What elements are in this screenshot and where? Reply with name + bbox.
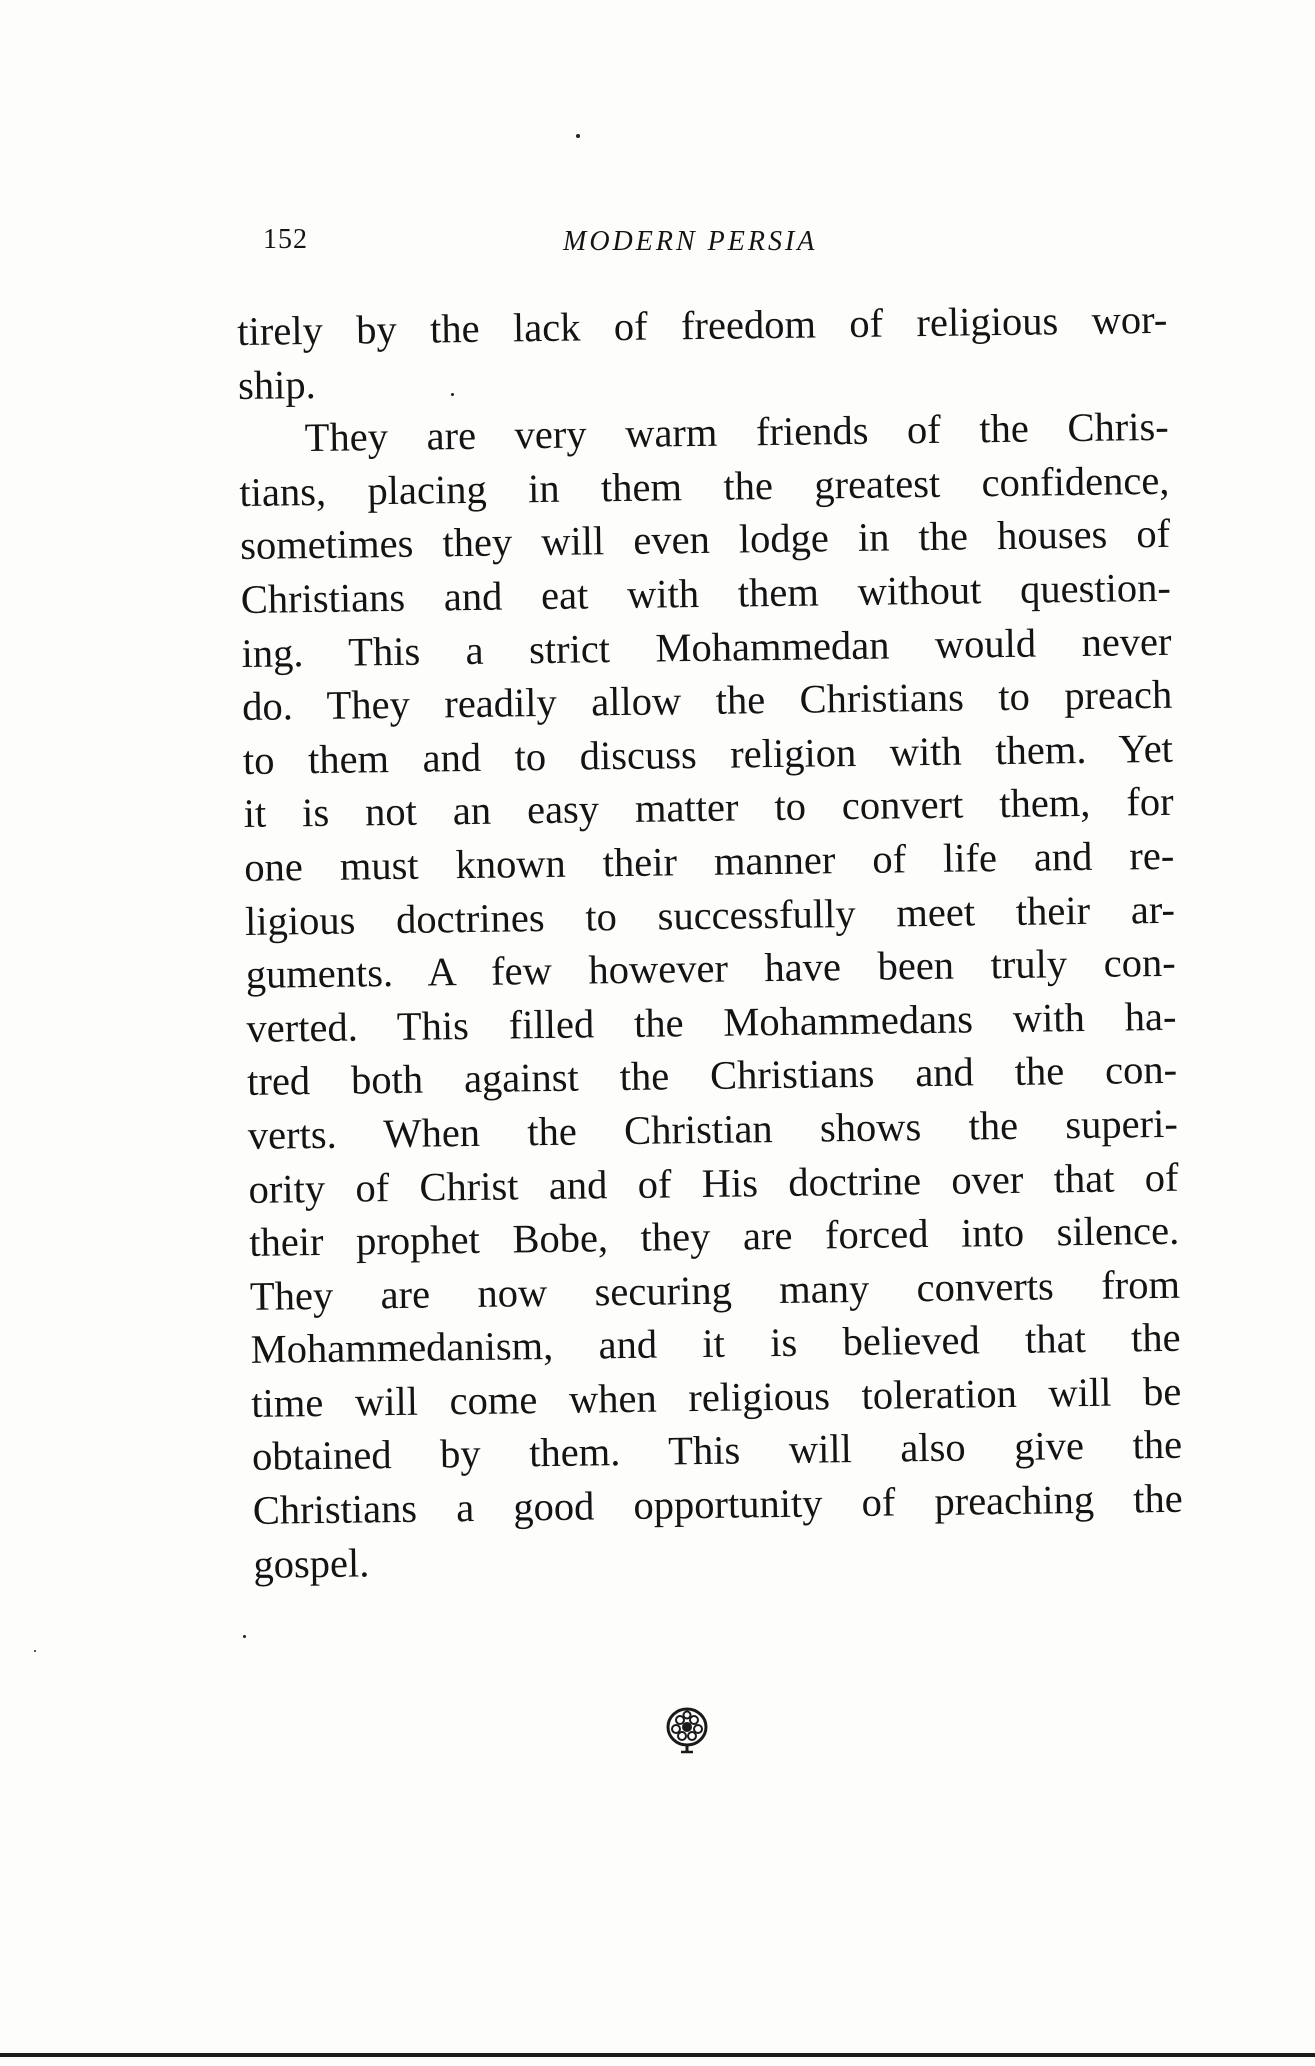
paper-speck	[243, 1635, 246, 1638]
text-line: ority of Christ and of His doctrine over that of	[248, 1154, 1179, 1212]
text-line: Christians and eat with them without question-	[240, 564, 1172, 622]
paper-speck	[34, 1650, 36, 1652]
text-line: tians, placing in them the greatest confidence,	[239, 457, 1170, 515]
text-line: They are very warm friends of the Chris-	[304, 404, 1169, 461]
text-line: ing. This a strict Mohammedan would never	[241, 618, 1172, 676]
text-line: time will come when religious toleration will be	[251, 1368, 1182, 1426]
running-head: MODERN PERSIA	[563, 226, 818, 257]
text-line: it is not an easy matter to convert them, for	[243, 779, 1174, 837]
text-line: to them and to discuss religion with them. Yet	[242, 725, 1174, 783]
text-line: tred both against the Christians and the con-	[246, 1047, 1178, 1105]
text-line: verted. This filled the Mohammedans with ha-	[246, 993, 1177, 1051]
body-text	[237, 293, 1184, 1591]
text-line: tirely by the lack of freedom of religious wor-	[237, 296, 1168, 354]
text-line: their prophet Bobe, they are forced into silence.	[248, 1207, 1180, 1266]
text-line: do. They readily allow the Christians to preach	[241, 671, 1173, 730]
text-line: sometimes they will even lodge in the houses of	[239, 511, 1171, 569]
text-line: guments. A few however have been truly con-	[245, 939, 1176, 998]
text-line: obtained by them. This will also give the	[251, 1422, 1183, 1480]
text-line: verts. When the Christian shows the superi-	[247, 1100, 1179, 1158]
bottom-edge-rule	[0, 2053, 1315, 2057]
text-line: They are now securing many converts from	[249, 1261, 1181, 1319]
text-line: ship.	[237, 361, 316, 408]
text-line: ligious doctrines to successfully meet their ar-	[244, 886, 1176, 944]
text-line: gospel.	[253, 1540, 370, 1587]
floral-ornament-icon	[663, 1703, 711, 1755]
page-header	[263, 224, 1163, 274]
page-number: 152	[263, 224, 308, 255]
text-line: one must known their manner of life and re-	[244, 832, 1175, 890]
paper-speck	[576, 134, 580, 138]
text-line: Mohammedanism, and it is believed that the	[250, 1315, 1181, 1373]
text-line: Christians a good opportunity of preaching the	[252, 1475, 1183, 1533]
